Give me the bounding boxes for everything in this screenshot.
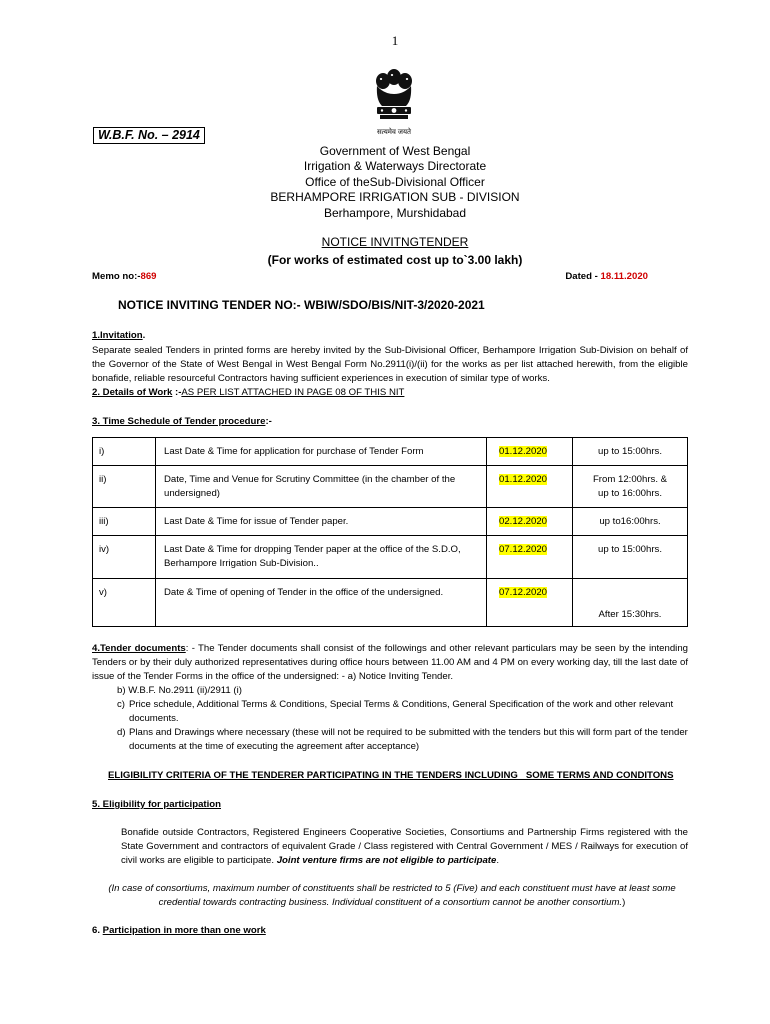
schedule-table (92, 437, 688, 627)
row-date (487, 438, 573, 466)
header-government: Government of West Bengal (319, 144, 471, 158)
wbf-number: W.B.F. No. – 2914 (93, 127, 205, 144)
section-3-heading (92, 415, 272, 429)
section-5-heading: 5. Eligibility for participation (92, 799, 221, 810)
list-item (117, 684, 242, 698)
memo-number (92, 270, 157, 284)
section-4-heading: 4.Tender documents (92, 643, 186, 654)
section-6-heading: 6. Participation in more than one work (92, 925, 266, 936)
row-date (487, 536, 573, 579)
section-4-intro-text: : - The Tender documents shall consist of the followings and other relevant particulars may be seen by the intending Tenders or by their duly authorized representatives during office hours between 11.00 AM and 4 PM on every working day, till the last date of issue of the Tender Forms in the office of the undersigned: - a) Notice Inviting Tender. (92, 643, 688, 682)
row-description: Date, Time and Venue for Scrutiny Committee (in the chamber of the undersigned) (156, 466, 487, 508)
section-2-text: AS PER LIST ATTACHED IN PAGE 08 OF THIS NIT (181, 387, 405, 398)
row-number: ii) (93, 466, 156, 508)
section-1-heading-text: 1.Invitation (92, 330, 143, 341)
section-5-bold: Joint venture firms are not eligible to participate (276, 855, 497, 866)
list-text: W.B.F. No.2911 (ii)/2911 (i) (128, 685, 242, 696)
row-date (487, 466, 573, 508)
section-6-heading-text: Participation in more than one work (102, 925, 266, 936)
section-1-text: Separate sealed Tenders in printed forms are hereby invited by the Sub-Divisional Officer, Berhampore Irrigation Sub-Division on behalf of the Governor of the State of West Bengal in West Bengal Form No.2911(i)/(ii) for the works as per list attached herewith, from the eligible bonafide, reliable resourceful Contractors having sufficient experiences in execution of similar type of works. (92, 345, 688, 384)
memo-value: 869 (140, 271, 157, 282)
row-date-value: 01.12.2020 (499, 474, 548, 485)
row-time: up to 15:00hrs. (573, 438, 688, 466)
eligibility-heading: ELIGIBILITY CRITERIA OF THE TENDERER PARTICIPATING IN THE TENDERS INCLUDING SOME TERMS AND CONDITONS (108, 770, 674, 781)
header-location: Berhampore, Murshidabad (323, 206, 467, 220)
section-2-sep: :- (172, 387, 182, 398)
dated-label: Dated - (565, 271, 601, 282)
list-marker: c) (117, 699, 125, 710)
row-description: Last Date & Time for dropping Tender paper at the office of the S.D.O, Berhampore Irrigation Sub-Division.. (156, 536, 487, 579)
row-time: up to 15:00hrs. (573, 536, 688, 579)
header-directorate: Irrigation & Waterways Directorate (303, 159, 487, 173)
table-row (93, 508, 688, 536)
row-description: Last Date & Time for issue of Tender paper. (156, 508, 487, 536)
row-date (487, 579, 573, 627)
cost-line: (For works of estimated cost up to`3.00 lakh) (267, 253, 523, 267)
row-date-value: 01.12.2020 (499, 446, 548, 457)
section-3-sep: :- (265, 416, 272, 427)
state-emblem (368, 64, 420, 138)
section-5-text (121, 826, 688, 868)
row-time: From 12:00hrs. & up to 16:00hrs. (573, 466, 688, 508)
section-2 (92, 386, 404, 400)
row-time: After 15:30hrs. (573, 579, 688, 627)
table-row (93, 466, 688, 508)
table-row (93, 438, 688, 466)
page-number: 1 (391, 33, 399, 48)
dated-value: 18.11.2020 (600, 271, 648, 282)
section-5-note (92, 882, 692, 910)
section-5-note-end: ) (622, 897, 626, 908)
row-date-value: 07.12.2020 (499, 587, 548, 598)
memo-label: Memo no:- (92, 271, 141, 282)
table-row (93, 579, 688, 627)
row-time: up to16:00hrs. (573, 508, 688, 536)
row-number: iv) (93, 536, 156, 579)
row-number: iii) (93, 508, 156, 536)
section-1-heading (92, 329, 145, 343)
section-4-intro (92, 642, 688, 684)
section-5-end: . (496, 855, 500, 866)
section-2-heading: 2. Details of Work (92, 387, 173, 398)
row-description: Last Date & Time for application for purchase of Tender Form (156, 438, 487, 466)
header-office: Office of theSub-Divisional Officer (305, 175, 485, 189)
dated (540, 270, 648, 284)
list-marker: b) (117, 685, 126, 696)
list-marker: d) (117, 727, 126, 738)
section-1-heading-dot: . (142, 330, 146, 341)
row-number: i) (93, 438, 156, 466)
list-text: Plans and Drawings where necessary (these will not be required to be submitted with the tenders but this will form part of the tender documents at the time of executing the agreement after acceptance) (129, 727, 688, 752)
header-division: BERHAMPORE IRRIGATION SUB - DIVISION (270, 190, 520, 204)
row-description: Date & Time of opening of Tender in the office of the undersigned. (156, 579, 487, 627)
nit-title: NOTICE INVITING TENDER NO:- WBIW/SDO/BIS/NIT-3/2020-2021 (118, 298, 485, 312)
section-5-note-text: (In case of consortiums, maximum number of constituents shall be restricted to 5 (Five) and each constituent must have at least some credential towards contracting business. Individual constituent of a consortium cannot be another consortium. (108, 883, 676, 908)
table-row (93, 536, 688, 579)
notice-title: NOTICE INVITNGTENDER (321, 235, 469, 249)
row-date (487, 508, 573, 536)
row-date-value: 02.12.2020 (499, 516, 548, 527)
row-date-value: 07.12.2020 (499, 544, 548, 555)
section-5-body: Bonafide outside Contractors, Registered Engineers Cooperative Societies, Consortiums and Partnership Firms registered with the State Government and contractors of equivalent Grade / Class registered with Central Government / MES / Railways for execution of civil works are eligible to participate. (121, 827, 688, 866)
list-text: Price schedule, Additional Terms & Conditions, Special Terms & Conditions, General Specification of the work and other relevant documents. (129, 699, 674, 724)
emblem-caption: सत्यमेव जयते (376, 129, 412, 136)
row-number: v) (93, 579, 156, 627)
section-3-heading-text: 3. Time Schedule of Tender procedure (92, 416, 266, 427)
